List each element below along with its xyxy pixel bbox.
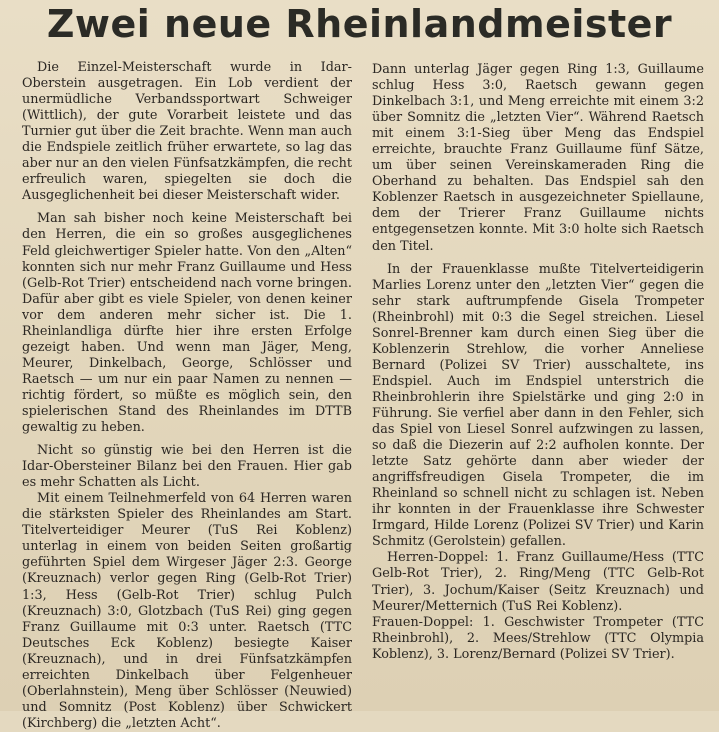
results-herren-doppel: Herren-Doppel: 1. Franz Guillaume/Hess (TTC Gelb-Rot Trier), 2. Ring/Meng (TTC Gelb-Rot Trier), 3. Jochum/Kaiser (Seitz Kreuznach) und Meurer/Metternich (TuS Rei Koblenz). bbox=[372, 550, 704, 614]
paragraph: Nicht so günstig wie bei den Herren ist die Idar-Obersteiner Bilanz bei den Frauen. Hier gab es mehr Schatten als Licht. bbox=[22, 443, 352, 491]
headline: Zwei neue Rheinlandmeister bbox=[46, 2, 673, 46]
paragraph: In der Frauenklasse mußte Titelverteidigerin Marlies Lorenz unter den „letzten Vier“ gegen die sehr stark auftrumpfende Gisela Trompeter (Rheinbrohl) mit 0:3 die Segel streichen. Liesel Sonrel-Brenner kam durch einen Sieg über die Koblenzerin Strehlow, die vorher Anneliese Bernard (Polizei SV Trier) ausschaltete, ins Endspiel. Auch im Endspiel unterstrich die Rheinbrohlerin ihre Spielstärke und ging 2:0 in Führung. Sie verfiel aber dann in den Fehler, sich das Spiel von Liesel Sonrel aufzwingen zu lassen, so daß die Diezerin auf 2:2 aufholen konnte. Der letzte Satz gehörte dann aber wieder der angriffsfreudigen Gisela Trompeter, die im Rheinland so schnell nicht zu schlagen ist. Neben ihr konnten in der Frauenklasse ihre Schwester Irmgard, Hilde Lorenz (Polizei SV Trier) und Karin Schmitz (Gerolstein) gefallen. bbox=[372, 261, 704, 550]
paragraph: Die Einzel-Meisterschaft wurde in Idar-Oberstein ausgetragen. Ein Lob verdient der unermüdliche Verbandssportwart Schweiger (Wittlich), der gute Vorarbeit leistete und das Turnier gut über die Zeit brachte. Wenn man auch die Endspiele zeitlich früher erwartete, so lag das aber nur an den vielen Fünfsatzkämpfen, die recht erfreulich waren, spiegelten sie doch die Ausgeglichenheit bei dieser Meisterschaft wider. bbox=[22, 60, 352, 204]
results-frauen-doppel: Frauen-Doppel: 1. Geschwister Trompeter (TTC Rheinbrohl), 2. Mees/Strehlow (TTC Olympia Koblenz), 3. Lorenz/Bernard (Polizei SV Trier). bbox=[372, 614, 704, 662]
paragraph: Dann unterlag Jäger gegen Ring 1:3, Guillaume schlug Hess 3:0, Raetsch gewann gegen Dinkelbach 3:1, und Meng erreichte mit einem 3:2 über Somnitz die „letzten Vier“. Während Raetsch mit einem 3:1-Sieg über Meng das Endspiel erreichte, brauchte Franz Guillaume fünf Sätze, um über seinen Vereinskameraden Ring die Oberhand zu behalten. Das Endspiel sah den Koblenzer Raetsch in ausgezeichneter Spiellaune, dem der Trierer Franz Guillaume nichts entgegensetzen konnte. Mit 3:0 holte sich Raetsch den Titel. bbox=[372, 62, 704, 254]
paragraph: Mit einem Teilnehmerfeld von 64 Herren waren die stärksten Spieler des Rheinlandes am Start. Titelverteidiger Meurer (TuS Rei Koblenz) unterlag in einem von beiden Seiten großartig geführten Spiel dem Wirgeser Jäger 2:3. George (Kreuznach) verlor gegen Ring (Gelb-Rot Trier) 1:3, Hess (Gelb-Rot Trier) schlug Pulch (Kreuznach) 3:0, Glotzbach (TuS Rei) ging gegen Franz Guillaume mit 0:3 unter. Raetsch (TTC Deutsches Eck Koblenz) besiegte Kaiser (Kreuznach), und in drei Fünfsatzkämpfen erreichten Dinkelbach über Felgenheuer (Oberlahnstein), Meng über Schlösser (Neuwied) und Somnitz (Post Koblenz) über Schwickert (Kirchberg) die „letzten Acht“. bbox=[22, 491, 352, 731]
paragraph: Man sah bisher noch keine Meisterschaft bei den Herren, die ein so großes ausgeglichenes Feld gleichwertiger Spieler hatte. Von den „Alten“ konnten sich nur mehr Franz Guillaume und Hess (Gelb-Rot Trier) entscheidend nach vorne bringen. Dafür aber gibt es viele Spieler, von denen keiner vor dem anderen mehr sicher ist. Die 1. Rheinlandliga dürfte hier ihre ersten Erfolge gezeigt haben. Und wenn man Jäger, Meng, Meurer, Dinkelbach, George, Schlösser und Raetsch — um nur ein paar Namen zu nennen — richtig fördert, so müßte es möglich sein, den spielerischen Stand des Rheinlandes im DTTB gewaltig zu heben. bbox=[22, 211, 352, 436]
left-column bbox=[22, 60, 352, 732]
right-column bbox=[372, 62, 704, 663]
